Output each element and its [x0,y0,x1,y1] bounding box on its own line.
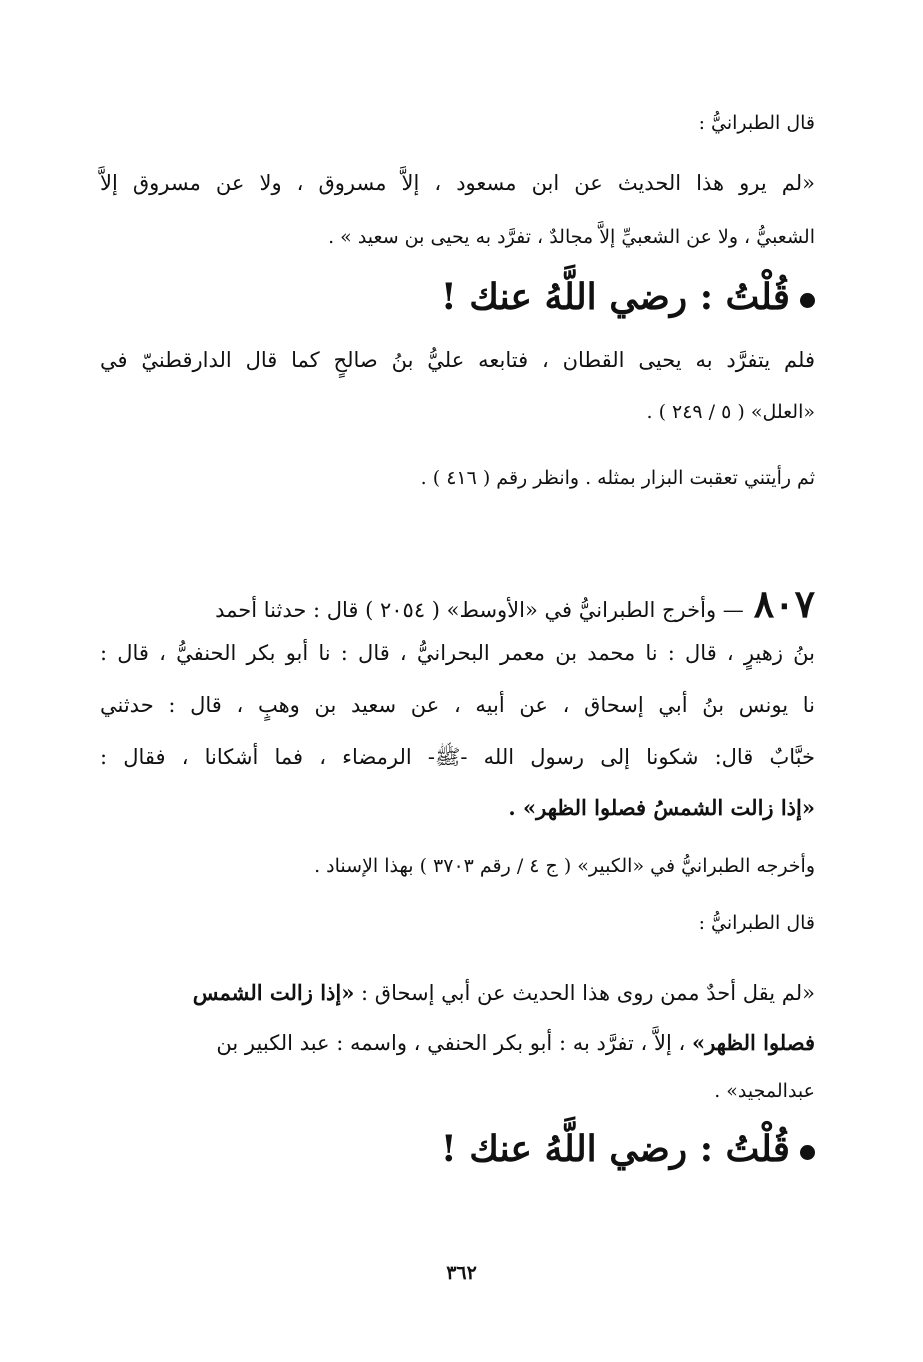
bullet-icon [800,293,815,308]
page-number: ٣٦٢ [446,1262,477,1284]
text-line: «إذا زالت الشمسُ فصلوا الظهر» . [508,795,815,820]
bold-span: «إذا زالت الشمس [192,980,355,1005]
text-line: «لم يرو هذا الحديث عن ابن مسعود ، إلاَّ مسروق ، ولا عن مسروق إلاَّ [100,171,815,195]
text-line [100,1030,815,1056]
text-line: عبدالمجيد» . [714,1080,815,1102]
text-line: — وأخرج الطبرانيُّ في «الأوسط» ( ٢٠٥٤ ) قال : حدثنا أحمد [215,598,744,622]
text-line: قال الطبرانيُّ : [698,912,815,934]
heading-text: قُلْتُ : رضي اللَّهُ عنك ! [440,1128,790,1170]
text-line: الشعبيُّ ، ولا عن الشعبيِّ إلاَّ مجالدٌ ، تفرَّد به يحيى بن سعيد » . [328,226,815,248]
text-line: خبَّابٌ قال: شكونا إلى رسول الله -ﷺ- الرمضاء ، فما أشكانا ، فقال : [100,745,815,769]
text-line: فلم يتفرَّد به يحيى القطان ، فتابعه عليُّ بنُ صالحٍ كما قال الدارقطنيّ في [100,348,815,372]
text-line: نا يونس بنُ أبي إسحاق ، عن أبيه ، عن سعيد بن وهبٍ ، قال : حدثني [100,693,815,717]
bold-span: فصلوا الظهر» [691,1030,815,1055]
bullet-icon [800,1145,815,1160]
text-line: قال الطبرانيُّ : [698,112,815,134]
text-span: ، إلاَّ ، تفرَّد به : أبو بكر الحنفي ، واسمه : عبد الكبير بن [216,1031,692,1055]
text-line: ثم رأيتني تعقبت البزار بمثله . وانظر رقم ( ٤١٦ ) . [420,467,815,489]
section-heading [100,1128,815,1171]
text-span: «لم يقل أحدٌ ممن روى هذا الحديث عن أبي إسحاق : [354,981,815,1005]
text-line: وأخرجه الطبرانيُّ في «الكبير» ( ج ٤ / رقم ٣٧٠٣ ) بهذا الإسناد . [314,855,815,877]
hadith-number: ٨٠٧ [753,581,815,626]
text-line [100,980,815,1006]
text-line: «العلل» ( ٥ / ٢٤٩ ) . [646,401,815,423]
hadith-first-line [100,580,815,628]
section-heading [100,276,815,319]
heading-text: قُلْتُ : رضي اللَّهُ عنك ! [440,276,790,318]
text-line: بنُ زهيرٍ ، قال : نا محمد بن معمر البحرانيُّ ، قال : نا أبو بكر الحنفيُّ ، قال : [100,641,815,665]
